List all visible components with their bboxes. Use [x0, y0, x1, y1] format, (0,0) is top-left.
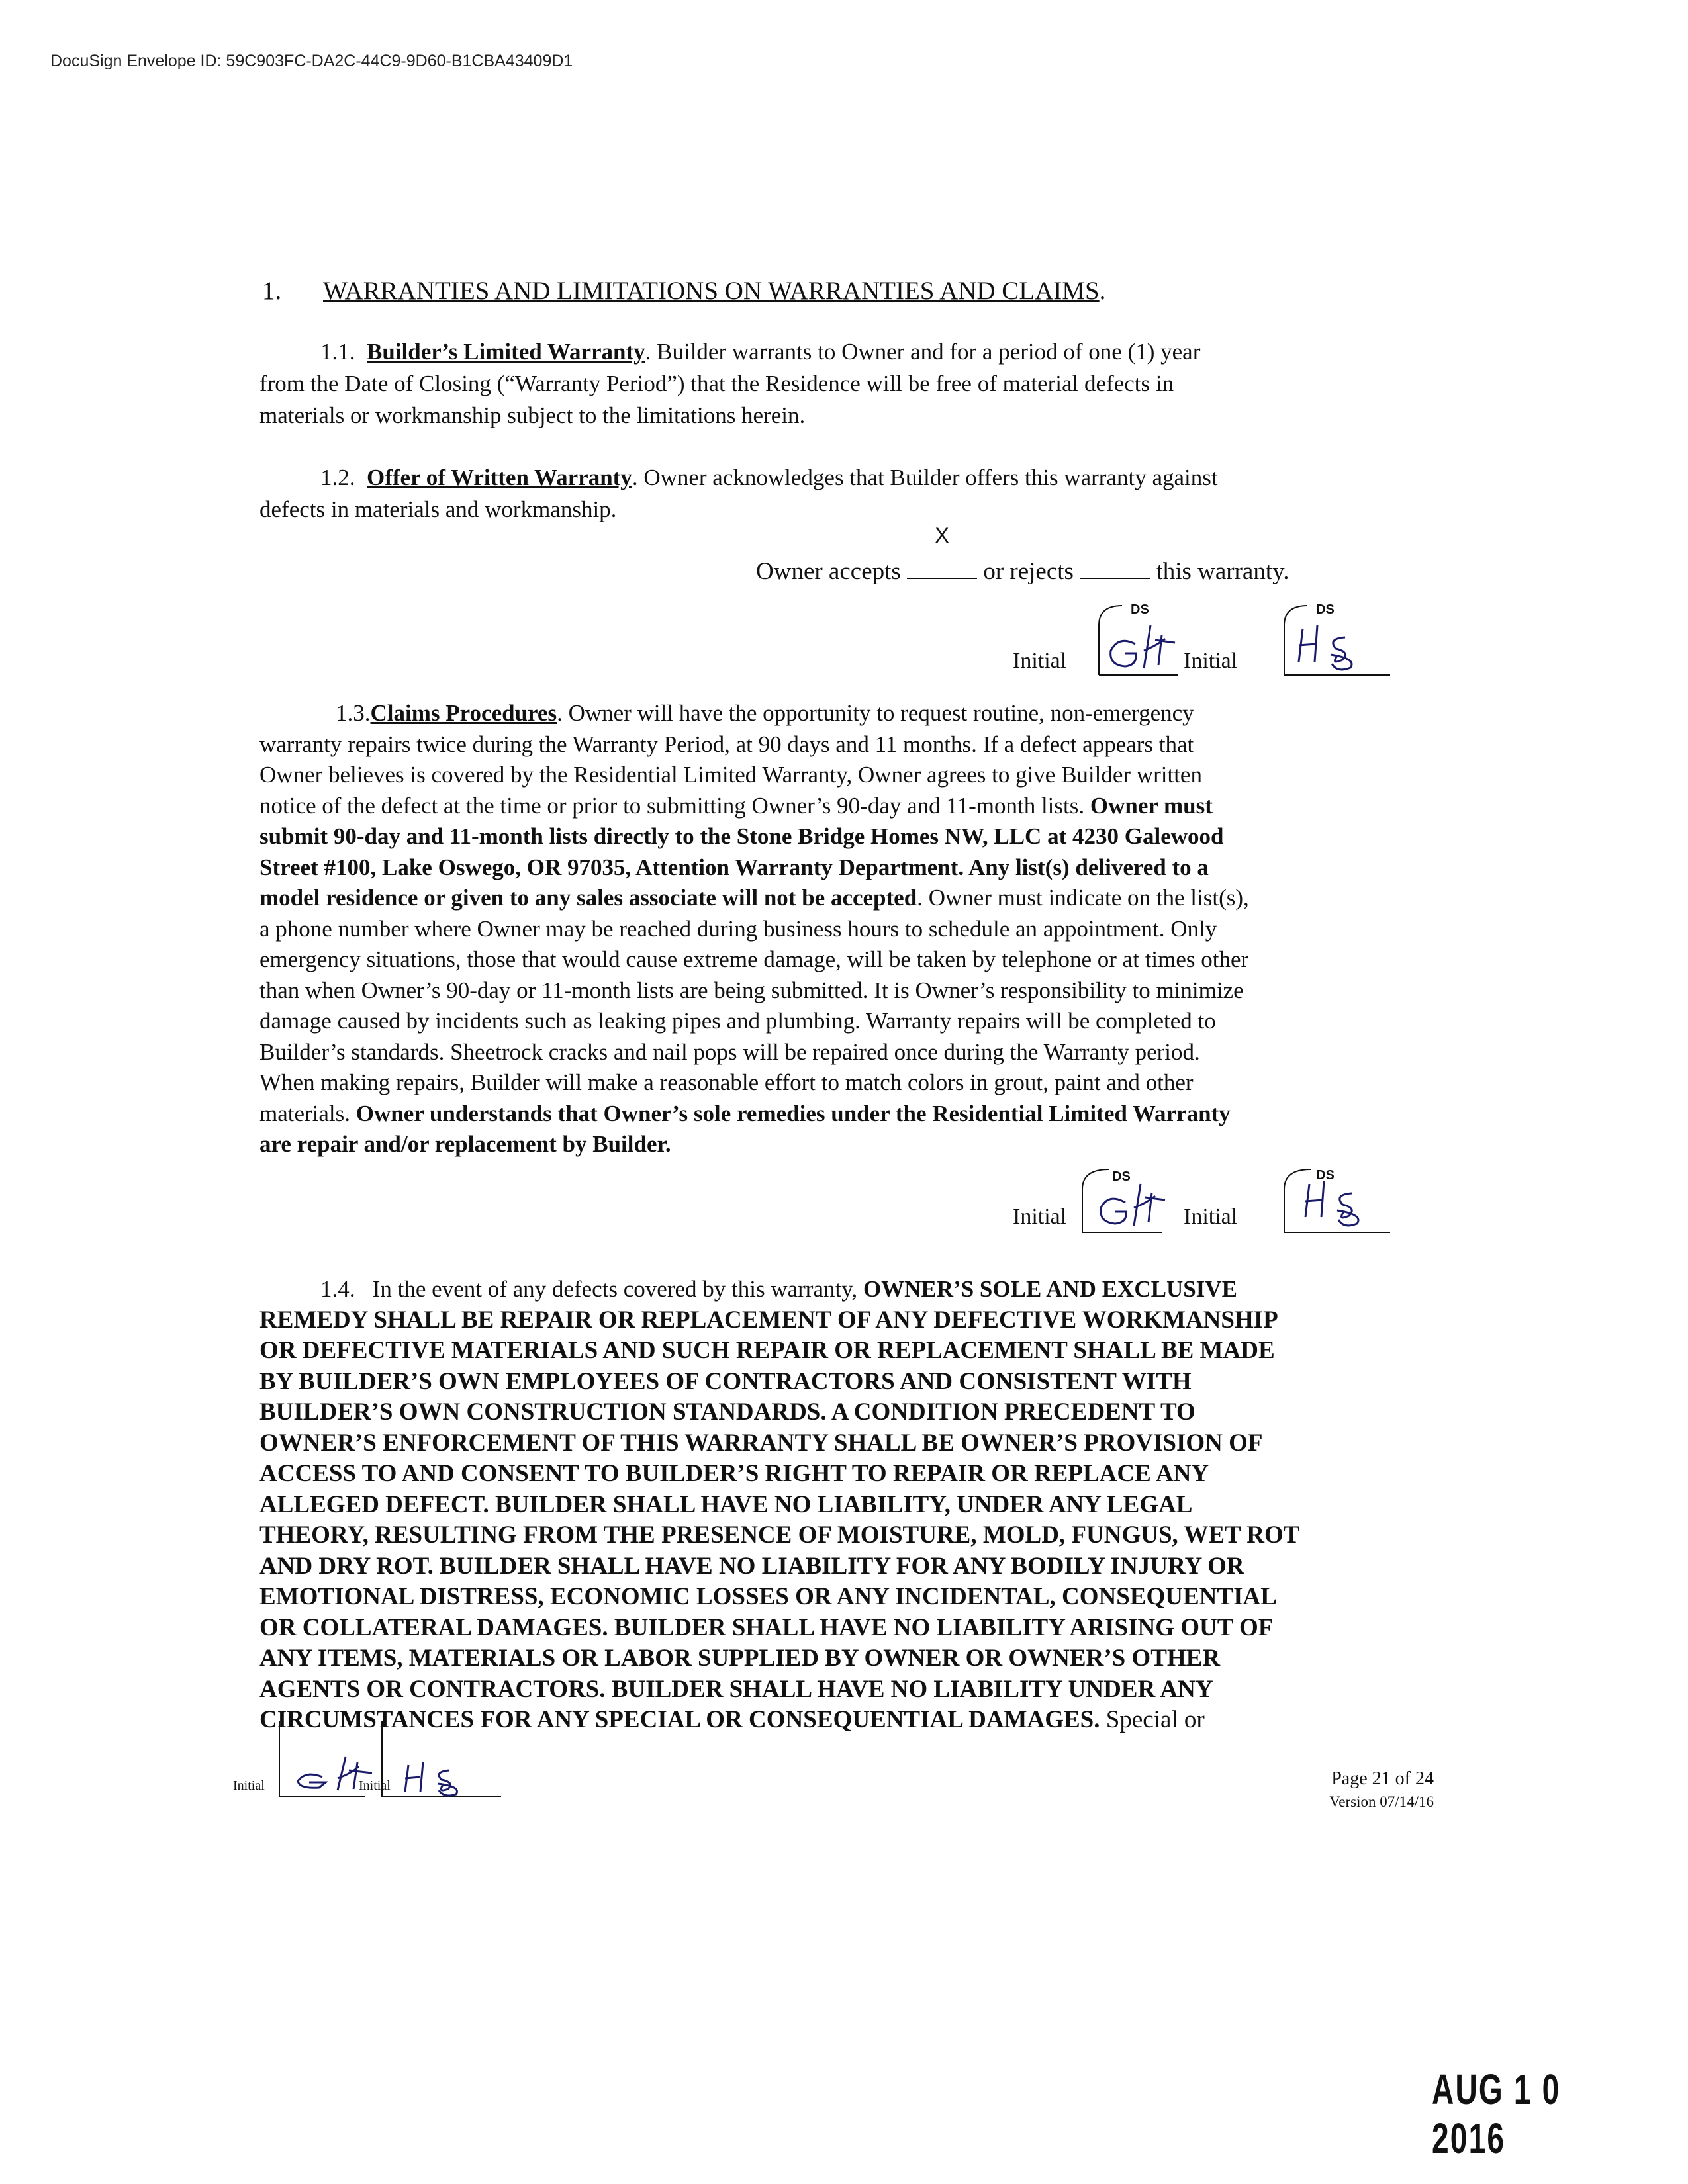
- p14-line-7: THEORY, RESULTING FROM THE PRESENCE OF MOISTURE, MOLD, FUNGUS, WET ROT: [259, 1522, 1300, 1549]
- p11-line-0: . Builder warrants to Owner and for a period of one (1) year: [645, 339, 1201, 365]
- p14-line-1: OR DEFECTIVE MATERIALS AND SUCH REPAIR OR REPLACEMENT SHALL BE MADE: [259, 1337, 1275, 1364]
- p14-line-10: OR COLLATERAL DAMAGES. BUILDER SHALL HAVE NO LIABILITY ARISING OUT OF: [259, 1614, 1274, 1641]
- initial-label: Initial: [1013, 649, 1067, 673]
- p13-number: 1.3.: [336, 700, 371, 726]
- p14-line-6: ALLEGED DEFECT. BUILDER SHALL HAVE NO LIABILITY, UNDER ANY LEGAL: [259, 1490, 1193, 1518]
- received-date-stamp: AUG 1 0 2016: [1432, 2066, 1561, 2162]
- p13-line-1: warranty repairs twice during the Warranty Period, at 90 days and 11 months. If a defect appears that: [259, 731, 1194, 757]
- p13-line-14-bold: are repair and/or replacement by Builder.: [259, 1131, 671, 1157]
- ds-tag: DS: [1112, 1169, 1131, 1184]
- ds-tag: DS: [1131, 602, 1149, 617]
- page-number: Page 21 of 24: [1331, 1768, 1434, 1789]
- p14-number: 1.4.: [320, 1276, 355, 1302]
- p14-line-3: BUILDER’S OWN CONSTRUCTION STANDARDS. A CONDITION PRECEDENT TO: [259, 1398, 1196, 1426]
- section-title: WARRANTIES AND LIMITATIONS ON WARRANTIES AND CLAIMS: [323, 277, 1100, 305]
- section-title-end: .: [1099, 277, 1106, 305]
- p12-heading: Offer of Written Warranty: [367, 465, 632, 490]
- warranty-acceptance: [756, 523, 1289, 586]
- reject-blank[interactable]: [1080, 558, 1150, 579]
- p13-line-3: notice of the defect at the time or prior to submitting Owner’s 90-day and 11-month lists.: [259, 792, 1090, 819]
- accept-prefix: Owner accepts: [756, 558, 901, 585]
- p12-number: 1.2.: [320, 465, 355, 490]
- initials-block-2: [1013, 1155, 1397, 1248]
- section-heading: [262, 276, 1105, 306]
- paragraph-1-1: [259, 336, 1451, 432]
- p11-line-2: materials or workmanship subject to the limitations herein.: [259, 402, 806, 428]
- p14-last-tail: Special or: [1100, 1706, 1205, 1733]
- p13-line-9: than when Owner’s 90-day or 11-month lists are being submitted. It is Owner’s responsibility to minimize: [259, 977, 1244, 1003]
- p14-line-5: ACCESS TO AND CONSENT TO BUILDER’S RIGHT TO REPAIR OR REPLACE ANY: [259, 1460, 1209, 1487]
- ds-tag: DS: [1316, 602, 1335, 617]
- initial-label: Initial: [1013, 1205, 1067, 1229]
- version-label: Version 07/14/16: [1329, 1794, 1434, 1810]
- envelope-id: DocuSign Envelope ID: 59C903FC-DA2C-44C9-9D60-B1CBA43409D1: [50, 52, 573, 70]
- p13-line-2: Owner believes is covered by the Residential Limited Warranty, Owner agrees to give Builder written: [259, 762, 1202, 788]
- p13-line-13-bold: Owner understands that Owner’s sole remedies under the Residential Limited Warranty: [355, 1100, 1231, 1126]
- p14-line-0: REMEDY SHALL BE REPAIR OR REPLACEMENT OF ANY DEFECTIVE WORKMANSHIP: [259, 1306, 1278, 1334]
- p14-line-12: AGENTS OR CONTRACTORS. BUILDER SHALL HAVE NO LIABILITY UNDER ANY: [259, 1675, 1213, 1703]
- p13-line-11: Builder’s standards. Sheetrock cracks and nail pops will be repaired once during the Warranty period.: [259, 1038, 1200, 1065]
- p13-line-7: a phone number where Owner may be reached during business hours to schedule an appointment. Only: [259, 915, 1217, 942]
- initial-label: Initial: [359, 1778, 391, 1793]
- p12-line-1: defects in materials and workmanship.: [259, 496, 617, 522]
- p14-intro: In the event of any defects covered by this warranty,: [372, 1276, 863, 1302]
- p13-line-0: . Owner will have the opportunity to request routine, non-emergency: [557, 700, 1194, 726]
- p12-line-0: . Owner acknowledges that Builder offers this warranty against: [632, 465, 1218, 490]
- p13-line-3-bold: Owner must: [1090, 792, 1213, 819]
- p11-number: 1.1.: [320, 339, 355, 365]
- p14-line-11: ANY ITEMS, MATERIALS OR LABOR SUPPLIED BY OWNER OR OWNER’S OTHER: [259, 1645, 1221, 1672]
- p13-heading: Claims Procedures: [370, 700, 557, 726]
- p14-line-4: OWNER’S ENFORCEMENT OF THIS WARRANTY SHALL BE OWNER’S PROVISION OF: [259, 1429, 1263, 1457]
- p13-line-4-bold: submit 90-day and 11-month lists directly to the Stone Bridge Homes NW, LLC at 4230 Galewood: [259, 823, 1224, 849]
- accept-blank[interactable]: [907, 523, 977, 579]
- initials-block-1: [1013, 599, 1397, 692]
- initial-label: Initial: [1184, 1205, 1238, 1229]
- p13-line-5-bold: Street #100, Lake Oswego, OR 97035, Attention Warranty Department. Any list(s) delivered to a: [259, 854, 1209, 880]
- p13-line-10: damage caused by incidents such as leaking pipes and plumbing. Warranty repairs will be completed to: [259, 1008, 1216, 1034]
- p14-last-bold: CIRCUMSTANCES FOR ANY SPECIAL OR CONSEQUENTIAL DAMAGES.: [259, 1706, 1100, 1733]
- accept-mark: X: [935, 523, 949, 547]
- footer-initials: [233, 1717, 551, 1803]
- p11-heading: Builder’s Limited Warranty: [367, 339, 645, 365]
- p13-line-8: emergency situations, those that would cause extreme damage, will be taken by telephone or at times other: [259, 946, 1249, 972]
- initial-label: Initial: [233, 1778, 265, 1793]
- p13-line-6-tail: . Owner must indicate on the list(s),: [917, 885, 1249, 911]
- p13-line-12: When making repairs, Builder will make a reasonable effort to match colors in grout, paint and other: [259, 1069, 1194, 1095]
- p13-line-13: materials.: [259, 1100, 356, 1126]
- p11-line-1: from the Date of Closing (“Warranty Period”) that the Residence will be free of material defects in: [259, 371, 1174, 396]
- p14-line-2: BY BUILDER’S OWN EMPLOYEES OF CONTRACTORS AND CONSISTENT WITH: [259, 1367, 1192, 1395]
- p14-line-9: EMOTIONAL DISTRESS, ECONOMIC LOSSES OR ANY INCIDENTAL, CONSEQUENTIAL: [259, 1583, 1277, 1610]
- p14-line-8: AND DRY ROT. BUILDER SHALL HAVE NO LIABILITY FOR ANY BODILY INJURY OR: [259, 1552, 1244, 1580]
- paragraph-1-4: [259, 1274, 1451, 1736]
- ds-tag: DS: [1316, 1168, 1335, 1183]
- p14-first-bold: OWNER’S SOLE AND EXCLUSIVE: [863, 1276, 1237, 1302]
- accept-suffix: this warranty.: [1156, 558, 1289, 585]
- paragraph-1-3: [259, 698, 1451, 1160]
- section-number: 1.: [262, 277, 282, 305]
- accept-middle: or rejects: [983, 558, 1074, 585]
- initial-label: Initial: [1184, 649, 1238, 673]
- paragraph-1-2: [259, 462, 1451, 525]
- p13-line-6-bold: model residence or given to any sales associate will not be accepted: [259, 885, 917, 911]
